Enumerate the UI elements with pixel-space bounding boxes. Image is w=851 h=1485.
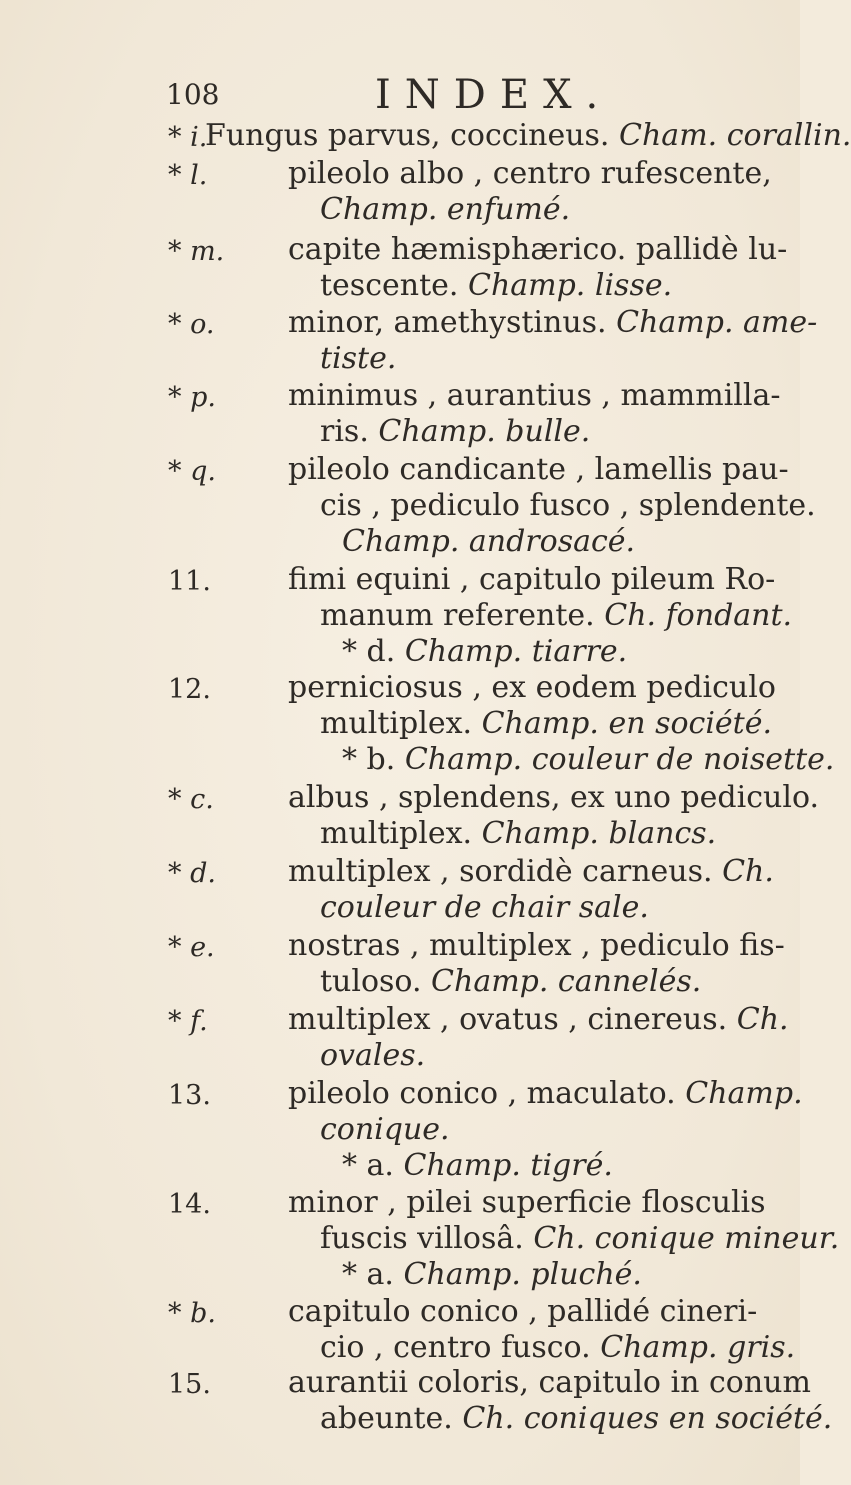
entry-text-cont: cis , pediculo fusco , splendente. bbox=[320, 488, 816, 523]
entry-label: * l. bbox=[168, 160, 208, 191]
entry-label: 12. bbox=[168, 674, 211, 705]
entry-label: * e. bbox=[168, 932, 215, 963]
entry-label: * i. bbox=[168, 122, 208, 153]
entry-french: Champ. enfumé. bbox=[320, 192, 571, 227]
entry-text: albus , splendens, ex uno pediculo. bbox=[288, 780, 820, 815]
entry-text: minor, amethystinus. Champ. ame- bbox=[288, 305, 818, 340]
entry-text-cont: multiplex. Champ. en société. bbox=[320, 706, 773, 741]
entry-text: pileolo conico , maculato. Champ. bbox=[288, 1076, 803, 1111]
entry-label: * c. bbox=[168, 784, 214, 815]
entry-text-cont: tuloso. Champ. cannelés. bbox=[320, 964, 702, 999]
entry-french: conique. bbox=[320, 1112, 450, 1147]
entry-text-cont: fuscis villosâ. Ch. conique mineur. bbox=[320, 1221, 840, 1256]
entry-text: capitulo conico , pallidé cineri- bbox=[288, 1294, 758, 1329]
entry-label: 14. bbox=[168, 1189, 211, 1220]
page-header bbox=[150, 72, 770, 118]
entry-subentry: * b. Champ. couleur de noisette. bbox=[342, 742, 835, 777]
entry-label: * p. bbox=[168, 382, 216, 413]
entry-french: couleur de chair sale. bbox=[320, 890, 649, 925]
entry-subentry: * a. Champ. tigré. bbox=[342, 1148, 613, 1183]
entry-text: fimi equini , capitulo pileum Ro- bbox=[288, 562, 776, 597]
entry-label: 15. bbox=[168, 1369, 211, 1400]
entry-text: multiplex , sordidè carneus. Ch. bbox=[288, 854, 774, 889]
entry-label: 13. bbox=[168, 1080, 211, 1111]
entry-label: * q. bbox=[168, 456, 216, 487]
entry-text-cont: multiplex. Champ. blancs. bbox=[320, 816, 717, 851]
entry-text: minor , pilei superficie flosculis bbox=[288, 1185, 766, 1220]
entry-text: pileolo candicante , lamellis pau- bbox=[288, 452, 789, 487]
entry-french: tiste. bbox=[320, 341, 397, 376]
entry-text: perniciosus , ex eodem pediculo bbox=[288, 670, 776, 705]
entry-text: minimus , aurantius , mammilla- bbox=[288, 378, 781, 413]
entry-label: * f. bbox=[168, 1006, 208, 1037]
entry-text: Fungus parvus, coccineus. Cham. corallin. bbox=[205, 118, 851, 153]
entry-subentry: * d. Champ. tiarre. bbox=[342, 634, 628, 669]
page-number: 108 bbox=[166, 78, 220, 111]
entry-text: capite hæmisphærico. pallidè lu- bbox=[288, 232, 788, 267]
entry-french: ovales. bbox=[320, 1038, 426, 1073]
entry-text-cont: ris. Champ. bulle. bbox=[320, 414, 591, 449]
entry-subentry: * a. Champ. pluché. bbox=[342, 1257, 642, 1292]
entry-french: Champ. androsacé. bbox=[342, 524, 636, 559]
entry-text: nostras , multiplex , pediculo fis- bbox=[288, 928, 785, 963]
entry-text: aurantii coloris, capitulo in conum bbox=[288, 1365, 811, 1400]
entry-label: 11. bbox=[168, 566, 211, 597]
entry-label: * o. bbox=[168, 309, 215, 340]
entry-label: * d. bbox=[168, 858, 216, 889]
entry-text: pileolo albo , centro rufescente, bbox=[288, 156, 772, 191]
entry-label: * b. bbox=[168, 1298, 216, 1329]
entry-text: multiplex , ovatus , cinereus. Ch. bbox=[288, 1002, 789, 1037]
entry-text-cont: manum referente. Ch. fondant. bbox=[320, 598, 793, 633]
entry-text-cont: cio , centro fusco. Champ. gris. bbox=[320, 1330, 796, 1365]
entry-text-cont: tescente. Champ. lisse. bbox=[320, 268, 673, 303]
entry-text-cont: abeunte. Ch. coniques en société. bbox=[320, 1401, 833, 1436]
page-title: INDEX. bbox=[375, 72, 613, 118]
entry-label: * m. bbox=[168, 236, 225, 267]
